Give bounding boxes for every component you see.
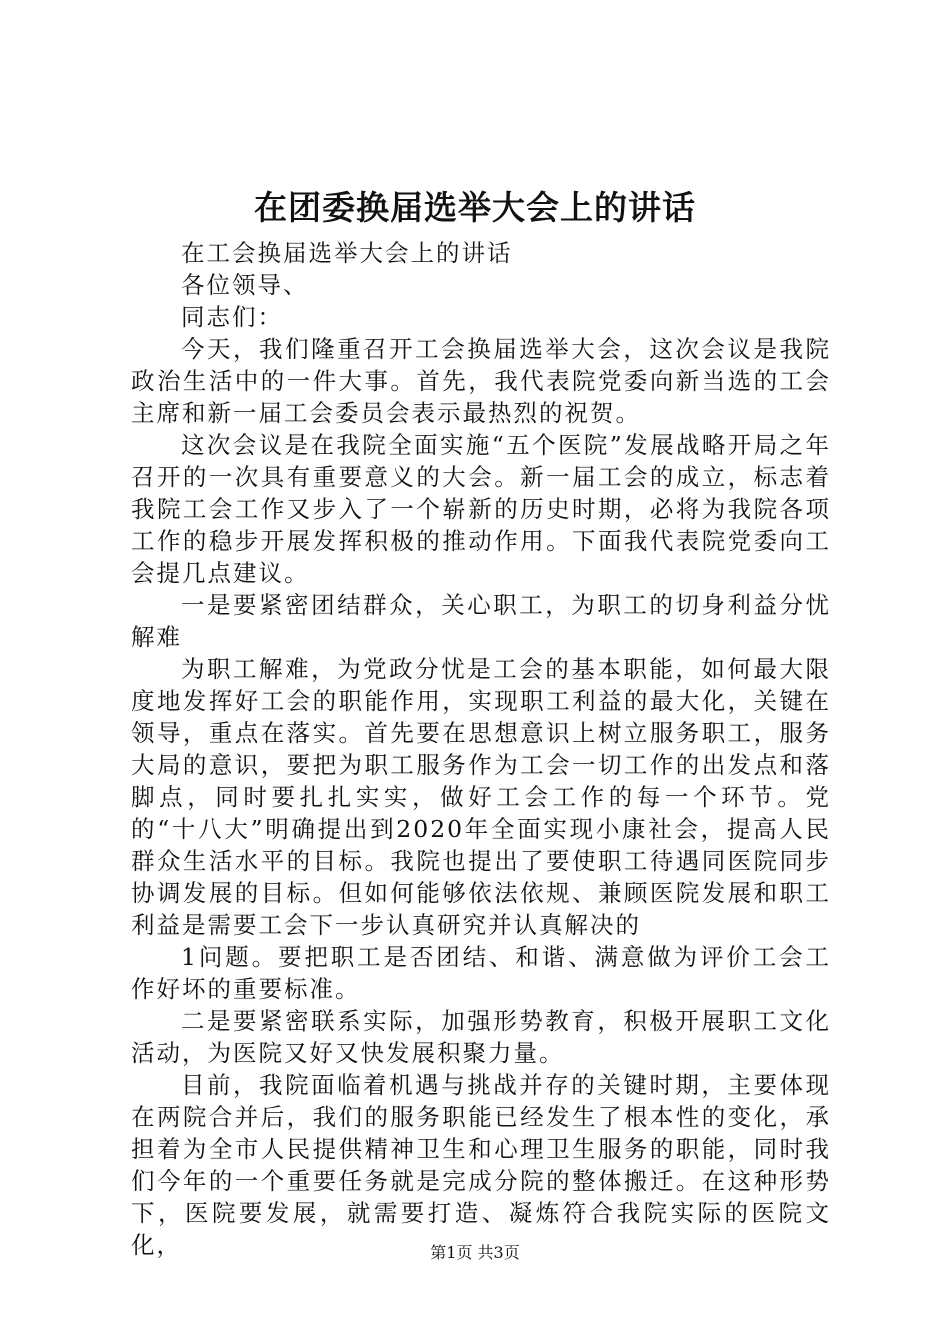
salutation-line: 各位领导、 [181,271,309,299]
section-heading: 一是要紧密团结群众，关心职工，为职工的切身利益分忧解难 [131,591,831,651]
body-paragraph: 目前，我院面临着机遇与挑战并存的关键时期，主要体现在两院合并后，我们的服务职能已经发生了根本性的变化，承担着为全市人民提供精神卫生和心理卫生服务的职能，同时我们今年的一个重要任务就是完成分院的整体搬迁。在这种形势下，医院要发展，就需要打造、凝炼符合我院实际的医院文化， [131,1071,831,1259]
body-paragraph: 这次会议是在我院全面实施“五个医院”发展战略开局之年召开的一次具有重要意义的大会。新一届工会的成立，标志着我院工会工作又步入了一个崭新的历史时期，必将为我院各项工作的稳步开展发挥积极的推动作用。下面我代表院党委向工会提几点建议。 [131,431,831,587]
body-paragraph: 1问题。要把职工是否团结、和谐、满意做为评价工会工作好坏的重要标准。 [131,943,831,1003]
page-title: 在团委换届选举大会上的讲话 [254,188,696,227]
page-footer: 第1页 共3页 [430,1243,520,1262]
subtitle-paragraph: 在工会换届选举大会上的讲话 [181,239,513,267]
section-heading: 二是要紧密联系实际，加强形势教育，积极开展职工文化活动，为医院又好又快发展积聚力量。 [131,1007,831,1067]
document-body [131,237,831,1261]
salutation-line: 同志们： [181,303,283,331]
body-paragraph: 今天，我们隆重召开工会换届选举大会，这次会议是我院政治生活中的一件大事。首先，我代表院党委向新当选的工会主席和新一届工会委员会表示最热烈的祝贺。 [131,335,831,427]
body-paragraph: 为职工解难，为党政分忧是工会的基本职能，如何最大限度地发挥好工会的职能作用，实现职工利益的最大化，关键在领导，重点在落实。首先要在思想意识上树立服务职工，服务大局的意识，要把为职工服务作为工会一切工作的出发点和落脚点，同时要扎扎实实，做好工会工作的每一个环节。党的“十八大”明确提出到2020年全面实现小康社会，提高人民群众生活水平的目标。我院也提出了要使职工待遇同医院同步协调发展的目标。但如何能够依法依规、兼顾医院发展和职工利益是需要工会下一步认真研究并认真解决的 [131,655,831,939]
